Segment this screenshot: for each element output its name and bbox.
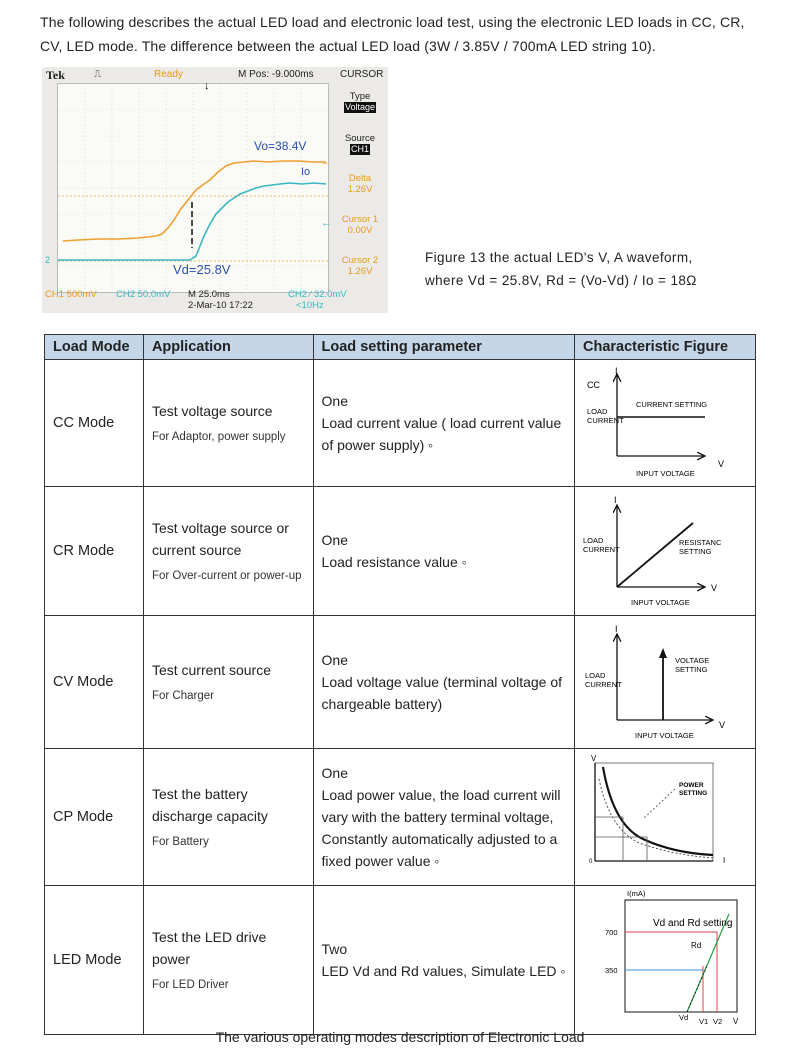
mode-cell: CR Mode [45, 487, 144, 616]
cursor1-label: Cursor 1 [341, 214, 379, 225]
led-y350: 350 [604, 966, 618, 975]
cursor2-label: Cursor 2 [341, 255, 379, 266]
header-application: Application [143, 335, 313, 360]
cp-i-label: I [722, 856, 726, 865]
cr-setting-label1: RESISTANC [678, 538, 722, 547]
application-text: Test the LED drive power [151, 928, 267, 967]
application-text: Test current source [151, 661, 272, 678]
led-v1-label: V1 [698, 1017, 709, 1026]
parameter-count: One [321, 532, 348, 548]
table-row [45, 487, 756, 616]
cv-i-label: I [614, 624, 618, 634]
oscilloscope-screenshot [42, 67, 388, 313]
application-cell [143, 487, 313, 616]
led-y700: 700 [604, 928, 618, 937]
cv-load-label1: LOAD [584, 671, 606, 680]
table-header-row [45, 335, 756, 360]
application-cell [143, 616, 313, 749]
table-row [45, 749, 756, 886]
figure13-line1: Figure 13 the actual LED's V, A waveform, [425, 250, 693, 265]
cc-tag: CC [586, 380, 600, 390]
led-vd-label: Vd [678, 1013, 689, 1022]
application-note: For Charger [151, 689, 214, 702]
cc-xlabel: INPUT VOLTAGE [635, 469, 695, 478]
led-mode-figure [583, 886, 747, 1028]
scope-footer [42, 289, 388, 313]
cc-setting-label: CURRENT SETTING [635, 400, 708, 409]
figure-cell [574, 749, 755, 886]
ch2-marker: 2 [45, 255, 51, 265]
cc-i-label: I [614, 366, 618, 376]
application-note: For Adaptor, power supply [151, 430, 286, 443]
parameter-count: One [321, 652, 348, 668]
scope-status: Ready [154, 69, 183, 80]
cv-load-label2: CURRENT [584, 680, 622, 689]
parameter-count: Two [321, 941, 348, 957]
mode-cell: LED Mode [45, 886, 144, 1035]
figure13-line2: where Vd = 25.8V, Rd = (Vo-Vd) / Io = 18Ω [425, 273, 697, 288]
header-load-mode: Load Mode [45, 335, 144, 360]
application-text: Test voltage source [151, 402, 273, 419]
io-label: Io [301, 166, 311, 178]
table-row [45, 616, 756, 749]
load-mode-table [44, 334, 756, 1035]
led-ylabel: I(mA) [626, 889, 646, 898]
cr-mode-figure [583, 487, 747, 609]
delta-box [334, 173, 386, 195]
source-box [334, 133, 386, 155]
cursor1-value: 0.00V [347, 225, 373, 236]
timebase: M 25.0ms [188, 289, 230, 300]
parameter-text: Load power value, the load current will vary with the battery terminal voltage, Constantly automatically adjusted to a fixed power value ◦ [321, 787, 561, 869]
delta-label: Delta [348, 173, 372, 184]
source-label: Source [344, 133, 376, 144]
vo-trace [63, 161, 326, 241]
header-characteristic-figure: Characteristic Figure [574, 335, 755, 360]
cr-setting-label2: SETTING [678, 547, 712, 556]
application-note: For Over-current or power-up [151, 569, 302, 582]
source-value: CH1 [350, 144, 369, 154]
table-row [45, 886, 756, 1035]
parameter-text: Load resistance value ◦ [321, 554, 467, 570]
application-note: For Battery [151, 835, 209, 848]
led-title: Vd and Rd setting [652, 918, 733, 929]
parameter-cell [313, 886, 574, 1035]
scope-cursor-menu [330, 83, 388, 293]
led-rd-label: Rd [690, 941, 702, 950]
ch1-arrow-icon: ← [321, 156, 332, 168]
scope-header [42, 67, 388, 83]
cp-setting-label2: SETTING [678, 790, 708, 797]
intro-paragraph: The following describes the actual LED load and electronic load test, using the electronic LED loads in CC, CR, CV, LED mode. The difference between the actual LED load (3W / 3.85V / 700mA LED string 10). [40, 14, 745, 54]
figure13-caption [425, 246, 775, 292]
scope-screen [57, 80, 332, 293]
cr-load-label2: CURRENT [582, 545, 620, 554]
application-cell [143, 360, 313, 487]
cc-mode-figure [583, 360, 747, 480]
application-note: For LED Driver [151, 978, 229, 991]
header-load-setting: Load setting parameter [313, 335, 574, 360]
cp-mode-figure [583, 749, 747, 879]
scope-cursor-title: CURSOR [340, 69, 384, 80]
cv-mode-figure [583, 616, 747, 742]
parameter-text: LED Vd and Rd values, Simulate LED ◦ [321, 963, 566, 979]
vo-label: Vo=38.4V [254, 139, 307, 153]
cp-setting-label1: POWER [678, 782, 704, 789]
cv-setting-label2: SETTING [674, 665, 708, 674]
parameter-cell [313, 487, 574, 616]
application-cell [143, 749, 313, 886]
type-box [334, 91, 386, 113]
type-label: Type [349, 91, 371, 102]
led-v2-label: V2 [712, 1017, 723, 1026]
ch2-arrow-icon: ← [321, 217, 332, 229]
cc-load-label2: CURRENT [586, 416, 624, 425]
ch1-scale: CH1 500mV [45, 289, 97, 300]
scope-waveform [58, 80, 332, 292]
parameter-cell [313, 749, 574, 886]
delta-value: 1.26V [347, 184, 373, 195]
figure-cell [574, 886, 755, 1035]
cursor1-box [334, 214, 386, 236]
vd-label: Vd=25.8V [173, 262, 231, 277]
scope-mpos: M Pos: -9.000ms [238, 69, 314, 80]
mode-cell: CV Mode [45, 616, 144, 749]
figure-cell [574, 487, 755, 616]
scope-brand: Tek [46, 68, 65, 82]
cc-v-label: V [717, 459, 724, 469]
cursor2-box [334, 255, 386, 277]
cursor2-value: 1.26V [347, 266, 373, 277]
table-row [45, 360, 756, 487]
mode-cell: CC Mode [45, 360, 144, 487]
figure-cell [574, 360, 755, 487]
figure-cell [574, 616, 755, 749]
cc-load-label1: LOAD [586, 407, 608, 416]
type-value: Voltage [344, 102, 376, 112]
cr-xlabel: INPUT VOLTAGE [630, 598, 690, 607]
parameter-text: Load voltage value (terminal voltage of chargeable battery) [321, 674, 563, 712]
parameter-count: One [321, 393, 348, 409]
application-cell [143, 886, 313, 1035]
trigger-freq: <10Hz [296, 300, 324, 311]
trigger-arrow-icon: ↓ [204, 80, 210, 92]
trigger-pulse-icon: ⎍ [94, 69, 101, 80]
scope-date: 2-Mar-10 17:22 [188, 300, 253, 311]
cp-zero-label: 0 [588, 859, 593, 865]
cp-v-label: V [590, 754, 597, 763]
ch2-scale: CH2 50.0mV [116, 289, 171, 300]
led-v-label: V [732, 1017, 739, 1026]
cr-load-label1: LOAD [582, 536, 604, 545]
cr-v-label: V [710, 583, 717, 593]
cv-xlabel: INPUT VOLTAGE [634, 731, 694, 740]
table-caption: The various operating modes description of Electronic Load [215, 1029, 585, 1045]
cv-v-label: V [718, 720, 725, 730]
parameter-cell [313, 616, 574, 749]
cr-i-label: I [613, 495, 617, 505]
parameter-count: One [321, 765, 348, 781]
parameter-text: Load current value ( load current value of power supply) ◦ [321, 415, 562, 453]
application-text: Test voltage source or current source [151, 519, 289, 558]
parameter-cell [313, 360, 574, 487]
cv-setting-label1: VOLTAGE [674, 656, 710, 665]
trigger-setting: CH2 ∕ 32.0mV [288, 289, 347, 300]
application-text: Test the battery discharge capacity [151, 785, 268, 824]
mode-cell: CP Mode [45, 749, 144, 886]
